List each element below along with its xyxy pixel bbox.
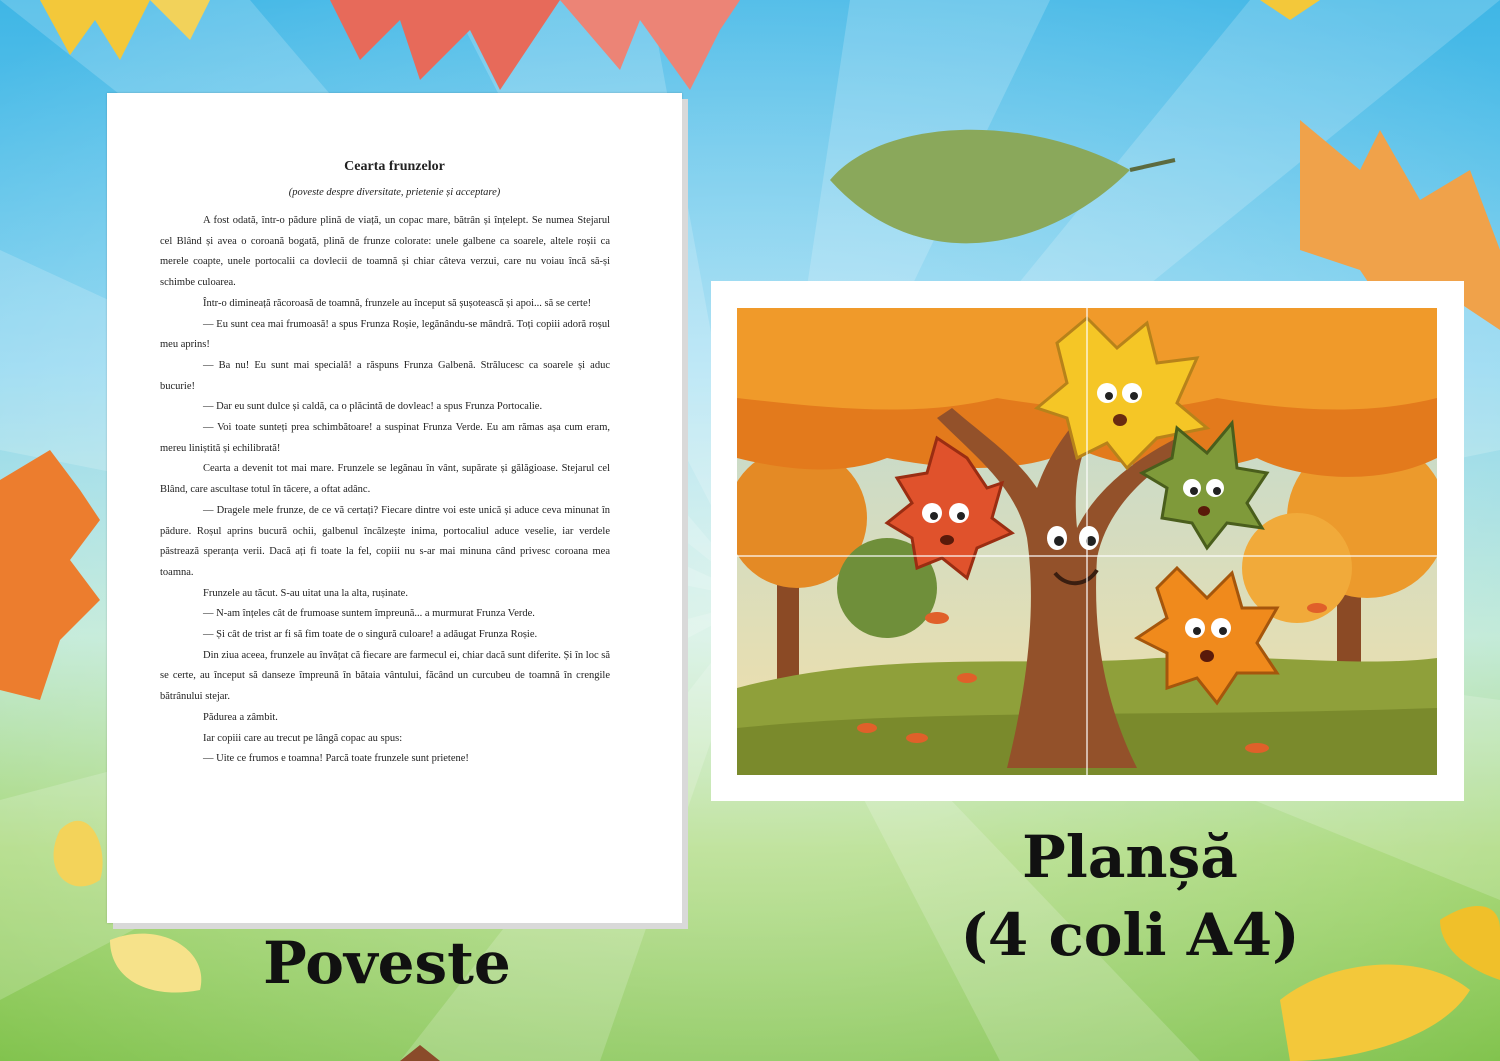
story-paragraph: — Și cât de trist ar fi să fim toate de o singură culoare! a adăugat Frunza Roșie. bbox=[203, 629, 538, 641]
caption-board bbox=[930, 818, 1330, 974]
story-paragraph: Într-o dimineață răcoroasă de toamnă, frunzele au început să șușotească și apoi... să se certe! bbox=[203, 297, 592, 309]
story-paragraph: — Voi toate sunteți prea schimbătoare! a suspinat Frunza Verde. Eu am rămas așa cum eram, mereu liniștită și echilibrată! bbox=[160, 422, 610, 454]
story-paragraph: Cearta a devenit tot mai mare. Frunzele se legănau în vânt, supărate și gălăgioase. Stejarul cel Blând, care ascultase totul în tăcere, a oftat adânc. bbox=[160, 463, 610, 496]
story-paragraph: — Dragele mele frunze, de ce vă certați? Fiecare dintre voi este unică și aduce ceva minunat în pădure. Roșul aprins bucură ochii, galbenul încălzește inima, portocaliul aduce veselie, iar verdele păstrează speranța verii. Dacă ați fi toate la fel, copiii nu s-ar mai minuna când privesc coroana mea toamna. bbox=[160, 504, 610, 578]
story-paragraph: Din ziua aceea, frunzele au învățat că fiecare are farmecul ei, chiar dacă sunt diferite. Și în loc să se certe, au început să danseze împreună în bătaia vântului, făcând un curcubeu de toamnă în crengile bătrânului stejar. bbox=[160, 649, 610, 703]
caption-board-line1: Planșă bbox=[1022, 823, 1238, 891]
illustration-board bbox=[711, 281, 1464, 801]
story-paragraph: Frunzele au tăcut. S-au uitat una la alta, rușinate. bbox=[203, 587, 408, 599]
story-body bbox=[160, 211, 610, 770]
story-subtitle: (poveste despre diversitate, prietenie și acceptare) bbox=[288, 187, 501, 198]
caption-story: Poveste bbox=[263, 929, 511, 997]
caption-board-line2: (4 coli A4) bbox=[960, 901, 1300, 969]
story-paragraph: A fost odată, într-o pădure plină de viață, un copac mare, bătrân și înțelept. Se numea Stejarul cel Blând și avea o coroană bogată, plină de frunze colorate: unele galbene ca soarele, altele roșii ca merele coapte, unele portocalii ca dovlecii de toamnă și chiar câteva verzui, care nu voiau încă să-și schimbe culoarea. bbox=[160, 215, 610, 289]
story-paragraph: — Uite ce frumos e toamna! Parcă toate frunzele sunt prietene! bbox=[203, 753, 469, 765]
story-paragraph: — Dar eu sunt dulce și caldă, ca o plăcintă de dovleac! a spus Frunza Portocalie. bbox=[203, 401, 543, 413]
autumn-tree-illustration bbox=[737, 308, 1437, 775]
story-paragraph: Iar copiii care au trecut pe lângă copac au spus: bbox=[203, 732, 403, 744]
story-paragraph: Pădurea a zâmbit. bbox=[203, 711, 278, 723]
story-paragraph: — Eu sunt cea mai frumoasă! a spus Frunza Roșie, legănându-se mândră. Toți copiii adoră roșul meu aprins! bbox=[160, 318, 610, 351]
story-paragraph: — Ba nu! Eu sunt mai specială! a răspuns Frunza Galbenă. Strălucesc ca soarele și aduc bucurie! bbox=[160, 359, 610, 392]
story-title: Cearta frunzelor bbox=[344, 159, 445, 174]
story-document-page bbox=[107, 93, 682, 923]
story-paragraph: — N-am înțeles cât de frumoase suntem împreună... a murmurat Frunza Verde. bbox=[203, 608, 535, 620]
